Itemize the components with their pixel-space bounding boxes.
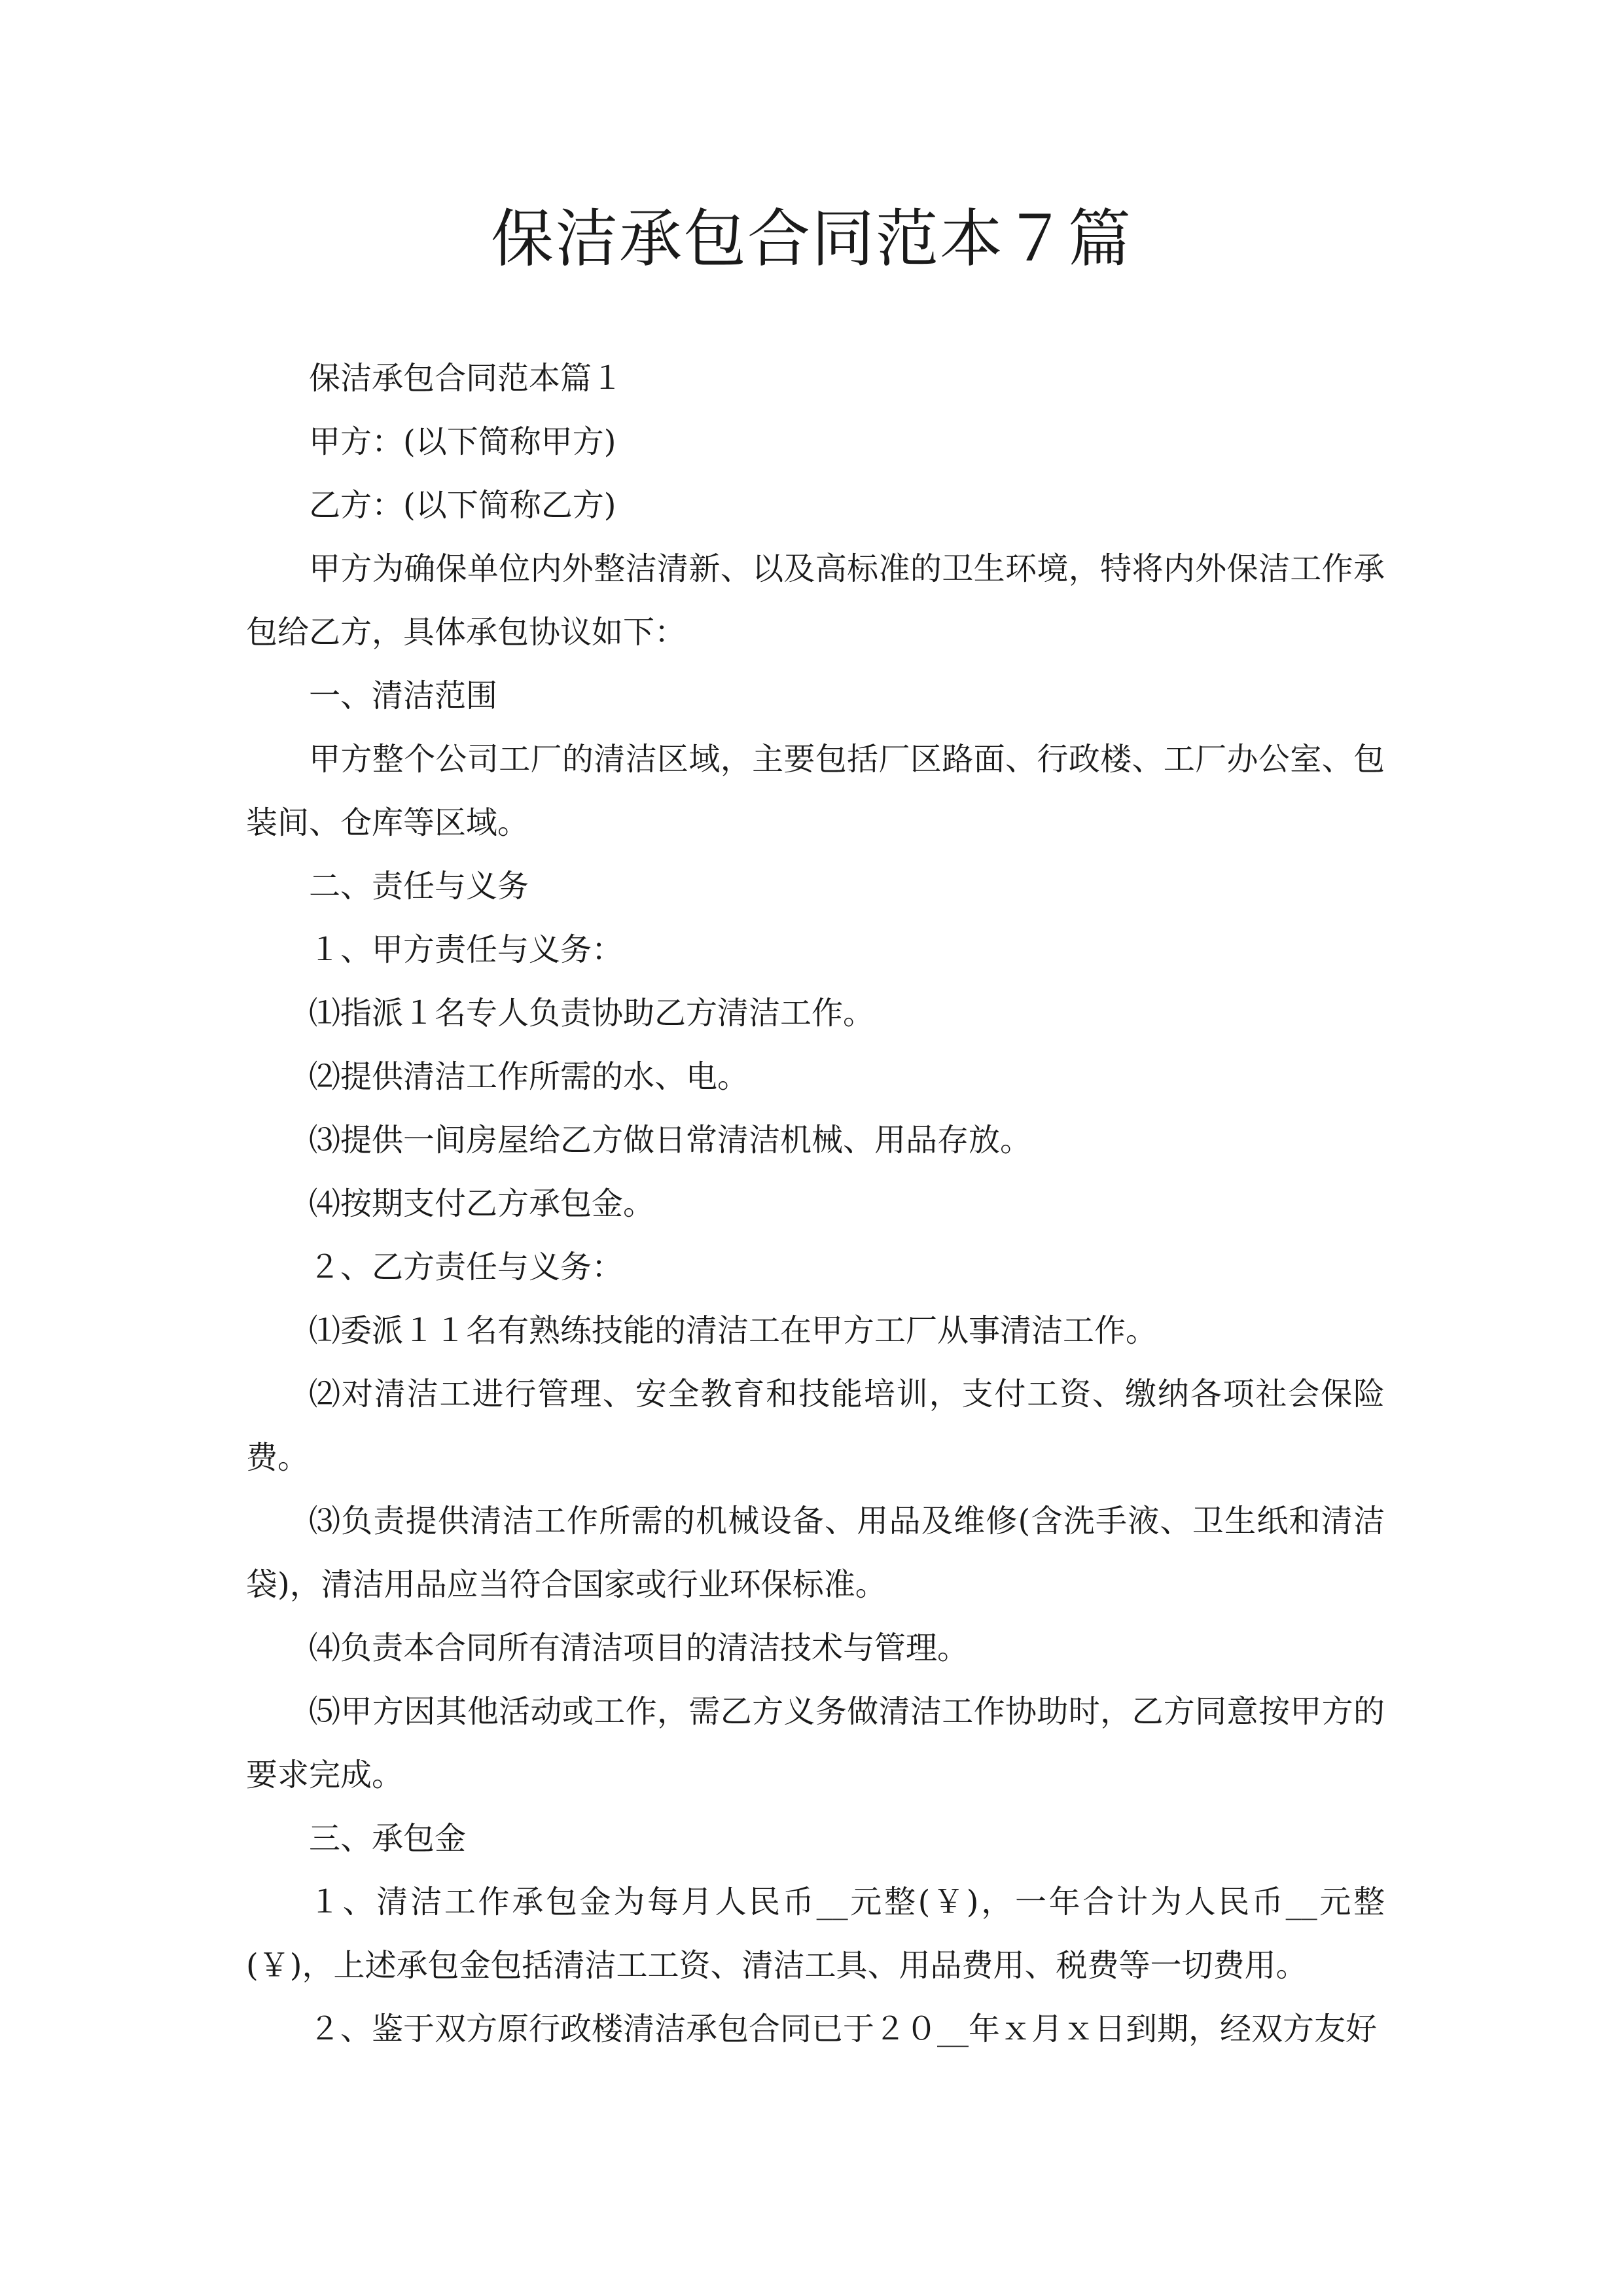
party-a-duty-item: ⑵提供清洁工作所需的水、电。 [309, 1058, 749, 1095]
document-title: 保洁承包合同范本７篇 [491, 202, 1132, 276]
scope-paragraph: 甲方整个公司工厂的清洁区域，主要包括厂区路面、行政楼、工厂办公室、包装间、仓库等区域。 [246, 741, 1385, 841]
intro-paragraph: 甲方为确保单位内外整洁清新、以及高标准的卫生环境，特将内外保洁工作承包给乙方，具体承包协议如下： [246, 550, 1385, 651]
clause-heading-scope: 一、清洁范围 [309, 677, 498, 714]
party-b-duties-heading: ２、乙方责任与义务： [309, 1249, 624, 1285]
party-a-duties-heading: １、甲方责任与义务： [309, 931, 624, 968]
party-b-duty-item: ⑷负责本合同所有清洁项目的清洁技术与管理。 [309, 1630, 969, 1666]
party-a-duty-item: ⑷按期支付乙方承包金。 [309, 1185, 655, 1222]
party-b-duty-item: ⑴委派１１名有熟练技能的清洁工在甲方工厂从事清洁工作。 [309, 1312, 1158, 1349]
party-a-line: 甲方：(以下简称甲方) [309, 423, 616, 460]
clause-heading-fee: 三、承包金 [309, 1820, 467, 1857]
party-b-duty-item: ⑵对清洁工进行管理、安全教育和技能培训，支付工资、缴纳各项社会保险费。 [246, 1376, 1385, 1476]
party-b-duty-item: ⑸甲方因其他活动或工作，需乙方义务做清洁工作协助时，乙方同意按甲方的要求完成。 [246, 1693, 1385, 1793]
party-a-duty-item: ⑴指派１名专人负责协助乙方清洁工作。 [309, 995, 875, 1031]
party-b-line: 乙方：(以下简称乙方) [309, 487, 616, 524]
fee-item: ２、鉴于双方原行政楼清洁承包合同已于２０__年ｘ月ｘ日到期，经双方友好 [309, 2011, 1378, 2047]
fee-item: １、清洁工作承包金为每月人民币__元整(￥)，一年合计为人民币__元整(￥)，上述承包金包括清洁工工资、清洁工具、用品费用、税费等一切费用。 [246, 1884, 1385, 1984]
clause-heading-duties: 二、责任与义务 [309, 868, 529, 905]
document-body [246, 347, 1385, 2061]
section-heading-part-1: 保洁承包合同范本篇１ [309, 360, 624, 397]
party-b-duty-item: ⑶负责提供清洁工作所需的机械设备、用品及维修(含洗手液、卫生纸和清洁袋)，清洁用品应当符合国家或行业环保标准。 [246, 1503, 1385, 1603]
party-a-duty-item: ⑶提供一间房屋给乙方做日常清洁机械、用品存放。 [309, 1122, 1032, 1158]
